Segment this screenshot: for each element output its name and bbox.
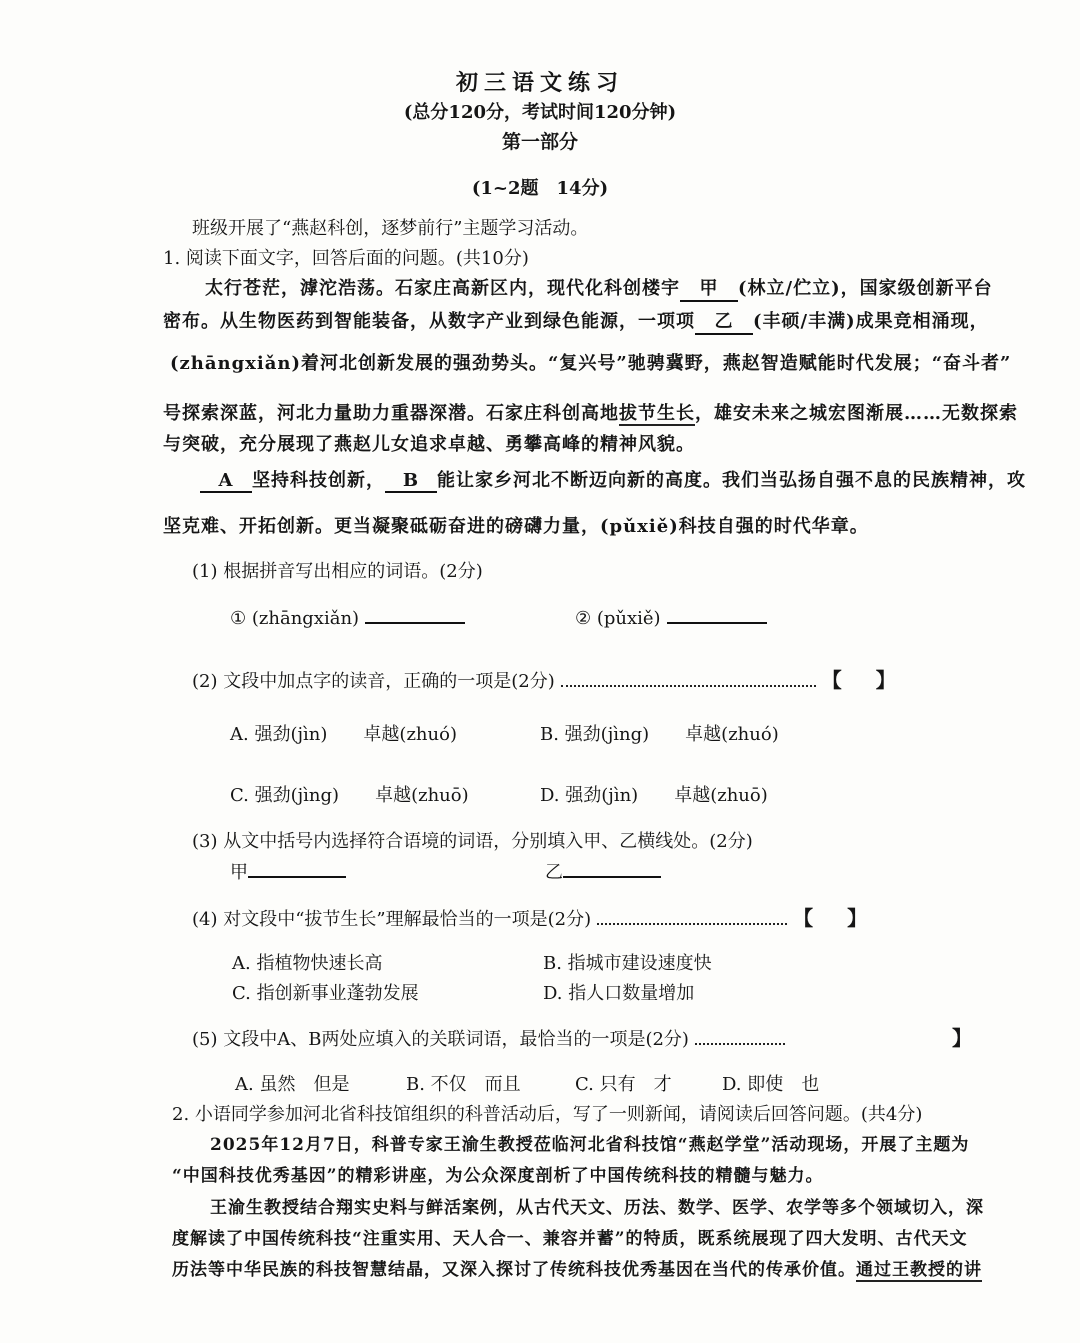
sub5-stem: (5) 文段中A、B两处应填入的关联词语，最恰当的一项是(2分) (192, 1029, 689, 1050)
passage-text: 能让家乡河北不断迈向新的高度。我们当弘扬自强不息的民族精神，攻 (437, 470, 1026, 491)
sub4-line (192, 902, 867, 931)
passage-line-7: 坚克难、开拓创新。更当凝聚砥砺奋进的磅礴力量，(pǔxiě)科技自强的时代华章。 (163, 516, 869, 537)
bracket-right: 】 (847, 906, 868, 930)
news-line-2: “中国科技优秀基因”的精彩讲座，为公众深度剖析了中国传统科技的精髓与魅力。 (172, 1166, 824, 1186)
sub5-option-b: B. 不仅 而且 (406, 1074, 521, 1095)
sub2-line (192, 664, 896, 693)
passage-text: (丰硕/丰满)成果竞相涌现， (753, 311, 989, 332)
passage-line-5: 与突破，充分展现了燕赵儿女追求卓越、勇攀高峰的精神风貌。 (163, 434, 695, 455)
leader-dots (561, 671, 816, 687)
sub3-jia-label: 甲 (230, 862, 248, 883)
blank-b: B (385, 470, 437, 493)
sub3-stem: (3) 从文中括号内选择符合语境的词语，分别填入甲、乙横线处。(2分) (192, 831, 753, 852)
underlined-sentence: 通过王教授的讲 (856, 1260, 982, 1280)
answer-blank[interactable] (248, 858, 346, 878)
passage-text: ，雄安未来之城宏图渐展……无数探索 (695, 403, 1018, 424)
passage-line-3: (zhāngxiǎn)着河北创新发展的强劲势头。“复兴号”驰骋冀野，燕赵智造赋能时代发展；“奋斗者” (170, 353, 1012, 374)
leader-dots (695, 1029, 785, 1045)
bracket-left: 【 (793, 906, 814, 930)
passage-line-2 (163, 307, 989, 335)
q2-stem: 2. 小语同学参加河北省科技馆组织的科普活动后，写了一则新闻，请阅读后回答问题。(共4分) (172, 1104, 923, 1125)
q1-stem: 1. 阅读下面文字，回答后面的问题。(共10分) (163, 248, 529, 269)
bracket-right: 】 (952, 1026, 972, 1050)
part-heading: 第一部分 (501, 131, 578, 153)
intro-line: 班级开展了“燕赵科创，逐梦前行”主题学习活动。 (192, 218, 589, 239)
blank-yi: 乙 (695, 307, 753, 335)
score-time: (总分120分，考试时间120分钟) (403, 102, 677, 123)
sub1-pinyin-a: ① (zhāngxiǎn) (230, 608, 360, 629)
answer-blank[interactable] (667, 604, 767, 624)
sub3-yi-label: 乙 (545, 862, 563, 883)
underlined-phrase: 拔节生长 (619, 403, 695, 424)
sub3-yi (545, 858, 661, 884)
sub2-option-a: A. 强劲(jìn) 卓越(zhuó) (230, 724, 457, 745)
answer-blank[interactable] (365, 604, 465, 624)
sub5-line (192, 1025, 791, 1051)
passage-text: 太行苍茫，滹沱浩荡。石家庄高新区内，现代化科创楼宇 (205, 278, 680, 299)
sub1-item-a (230, 604, 465, 629)
bracket-right: 】 (875, 668, 896, 692)
sub3-jia (230, 858, 346, 884)
sub1-item-b (575, 604, 767, 629)
passage-text: 坚持科技创新， (252, 470, 385, 491)
passage-line-6 (200, 466, 1026, 493)
news-text: 历法等中华民族的科技智慧结晶，又深入探讨了传统科技优秀基因在当代的传承价值。 (172, 1260, 856, 1280)
sub4-option-c: C. 指创新事业蓬勃发展 (232, 983, 419, 1004)
passage-line-4 (163, 399, 1018, 425)
blank-a: A (200, 470, 252, 493)
sub2-option-c: C. 强劲(jìng) 卓越(zhuō) (230, 785, 469, 806)
exam-title: 初三语文练习 (455, 70, 624, 96)
sub4-stem: (4) 对文段中“拔节生长”理解最恰当的一项是(2分) (192, 909, 592, 930)
blank-jia: 甲 (680, 274, 738, 302)
news-line-4: 度解读了中国传统科技“注重实用、天人合一、兼容并蓄”的特质，既系统展现了四大发明、古代天文 (172, 1229, 968, 1249)
news-line-5 (172, 1255, 982, 1280)
sub5-option-c: C. 只有 才 (575, 1074, 672, 1095)
passage-line-1 (205, 274, 993, 302)
sub1-stem: (1) 根据拼音写出相应的词语。(2分) (192, 561, 483, 582)
sub1-pinyin-b: ② (pǔxiě) (575, 608, 661, 629)
sub4-option-d: D. 指人口数量增加 (543, 983, 695, 1004)
sub4-option-a: A. 指植物快速长高 (232, 953, 383, 974)
leader-dots (597, 909, 787, 925)
sub2-option-b: B. 强劲(jìng) 卓越(zhuó) (540, 724, 779, 745)
sub5-option-d: D. 即使 也 (722, 1074, 820, 1095)
news-line-1: 2025年12月7日，科普专家王渝生教授莅临河北省科技馆“燕赵学堂”活动现场，开展了主题为 (210, 1135, 970, 1155)
question-range: (1~2题 14分) (471, 178, 609, 199)
answer-blank[interactable] (563, 858, 661, 878)
news-line-3: 王渝生教授结合翔实史料与鲜活案例，从古代天文、历法、数学、医学、农学等多个领域切入，深 (210, 1198, 984, 1218)
passage-text: 密布。从生物医药到智能装备，从数字产业到绿色能源，一项项 (163, 311, 695, 332)
sub2-stem: (2) 文段中加点字的读音，正确的一项是(2分) (192, 671, 555, 692)
passage-text: 号探索深蓝，河北力量助力重器深潜。石家庄科创高地 (163, 403, 619, 424)
sub2-option-d: D. 强劲(jìn) 卓越(zhuō) (540, 785, 768, 806)
sub5-option-a: A. 虽然 但是 (235, 1074, 350, 1095)
sub4-option-b: B. 指城市建设速度快 (543, 953, 712, 974)
bracket-left: 【 (821, 668, 842, 692)
passage-text: (林立/伫立)，国家级创新平台 (738, 278, 993, 299)
